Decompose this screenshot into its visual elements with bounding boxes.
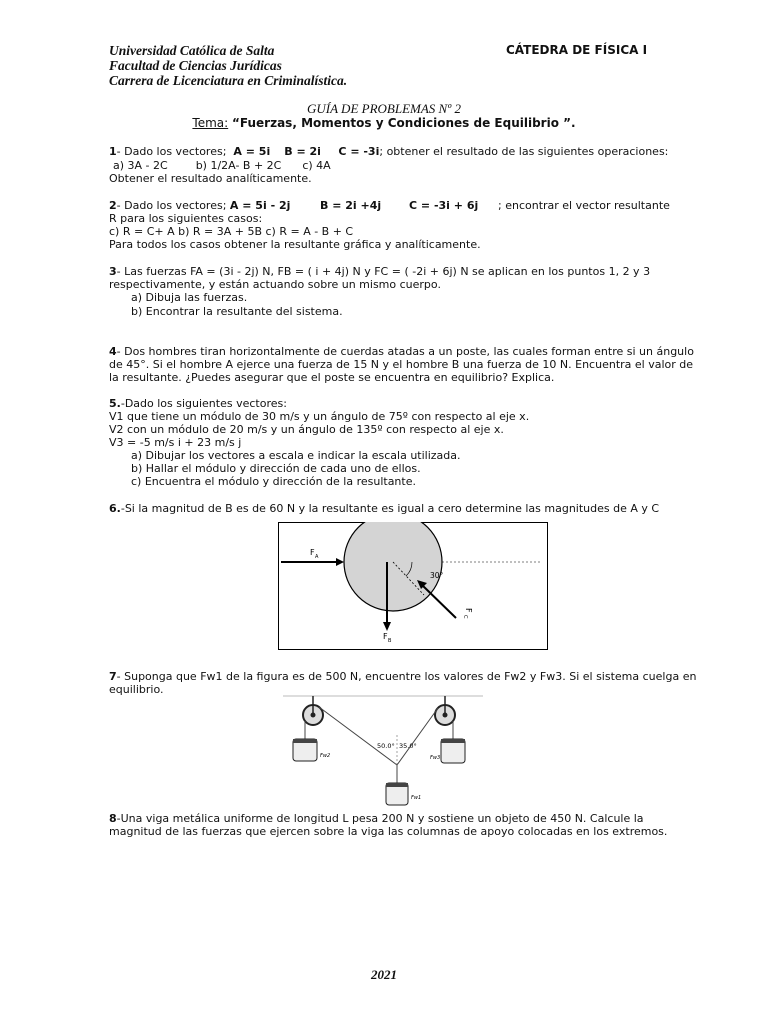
problem-6-number: 6. [109,502,121,515]
problem-3-number: 3 [109,265,117,278]
problem-8-line1 [109,812,644,825]
problem-4-text: - Dos hombres tiran horizontalmente de cuerdas atadas a un poste, las cuales forman entre si un ángulo [116,345,694,358]
weight-fw3-label: Fw3 [430,755,441,761]
force-b-sub: B [388,638,392,644]
angle-50-label: 50.0° [377,742,395,750]
problem-1-note: Obtener el resultado analíticamente. [109,172,312,185]
problem-4-line2: de 45°. Si el hombre A ejerce una fuerza de 15 N y el hombre B una fuerza de 10 N. Encuentra el valor de [109,358,694,371]
university-name: Universidad Católica de Salta [109,43,275,58]
force-a-arrowhead [336,558,344,566]
problem-5-line1 [109,397,287,410]
vector-b2: B = 2i +4j [320,199,382,212]
angle-label: 30° [430,571,444,580]
angle-35-label: 35.0° [399,742,417,750]
vector-b: B = 2i [284,145,321,158]
problem-2-note: Para todos los casos obtener la resultante gráfica y analíticamente. [109,238,481,251]
guide-title: GUÍA DE PROBLEMAS Nº 2 [307,101,461,116]
problem-5-v3: V3 = -5 m/s i + 23 m/s j [109,436,242,449]
problem-7-text: - Suponga que Fw1 de la figura es de 500 N, encuentre los valores de Fw2 y Fw3. Si el sistema cuelga en [116,670,697,683]
problem-6-text: -Si la magnitud de B es de 60 N y la resultante es igual a cero determine las magnitudes de A y C [120,502,660,515]
vector-a2: A = 5i - 2j [229,199,291,212]
problem-3-line2: respectivamente, y están actuando sobre un mismo cuerpo. [109,278,441,291]
topic-label: Tema: [192,116,229,130]
problem-8-text: -Una viga metálica uniforme de longitud L pesa 200 N y sostiene un objeto de 450 N. Calcule la [116,812,644,825]
vector-c2: C = -3i + 6j [409,199,479,212]
problem-3-text: - Las fuerzas FA = (3i - 2j) N, FB = ( i + 4j) N y FC = ( -2i + 6j) N se aplican en los puntos 1, 2 y 3 [116,265,651,278]
force-a-sub: A [315,554,319,560]
problem-3-line1 [109,265,650,278]
vector-c: C = -3i [338,145,380,158]
problem-7-line1 [109,670,696,683]
problem-8-number: 8 [109,812,117,825]
topic-text: “Fuerzas, Momentos y Condiciones de Equilibrio ”. [232,116,576,130]
problem-1-lead: - Dado los vectores; [116,145,227,158]
problem-2-rest: ; encontrar el vector resultante [498,199,670,212]
force-b-arrowhead [383,622,391,631]
faculty-name: Facultad de Ciencias Jurídicas [109,58,282,73]
problem-5-item-b: b) Hallar el módulo y dirección de cada uno de ellos. [131,462,421,475]
problem-5-lead: -Dado los siguientes vectores: [120,397,287,410]
force-b-label: F [383,632,388,641]
option-c: c) 4A [302,159,331,172]
left-weight-top [293,739,317,743]
problem-2-line1 [109,199,670,212]
problem-5-v1: V1 que tiene un módulo de 30 m/s y un ángulo de 75º con respecto al eje x. [109,410,530,423]
force-a-label: F [310,548,315,557]
footer-year: 2021 [371,967,397,982]
problem-2-number: 2 [109,199,117,212]
option-a: a) 3A - 2C [113,159,168,172]
problem-1-rest: ; obtener el resultado de las siguientes operaciones: [379,145,669,158]
problem-1-line1 [109,145,668,158]
problem-7-figure [283,695,483,810]
problem-6-figure [278,522,548,650]
right-weight-top [441,739,465,743]
problem-2-lead: - Dado los vectores; [116,199,227,212]
problem-7-line2: equilibrio. [109,683,164,696]
problem-3-item-a: a) Dibuja las fuerzas. [131,291,248,304]
problem-1-options [113,159,331,172]
problem-8-line2: magnitud de las fuerzas que ejercen sobre la viga las columnas de apoyo colocadas en los extremos. [109,825,668,838]
problem-5-v2: V2 con un módulo de 20 m/s y un ángulo de 135º con respecto al eje x. [109,423,504,436]
problem-3-item-b: b) Encontrar la resultante del sistema. [131,305,343,318]
disc [344,522,442,611]
career-name: Carrera de Licenciatura en Criminalística. [109,73,348,88]
problem-5-item-c: c) Encuentra el módulo y dirección de la resultante. [131,475,416,488]
problem-4-line3: la resultante. ¿Puedes asegurar que el poste se encuentra en equilibrio? Explica. [109,371,555,384]
center-weight-top [386,783,408,787]
chair-name: CÁTEDRA DE FÍSICA I [506,43,648,57]
left-diagonal-rope [319,707,397,765]
weight-fw1-label: Fw1 [411,795,422,801]
problem-2-cases: c) R = C+ A b) R = 3A + 5B c) R = A - B + C [109,225,354,238]
option-b: b) 1/2A- B + 2C [195,159,282,172]
problem-6-line1 [109,502,659,515]
problem-5-item-a: a) Dibujar los vectores a escala e indicar la escala utilizada. [131,449,461,462]
topic-title [0,116,768,130]
weight-fw2-label: Fw2 [320,753,331,759]
problem-4-line1 [109,345,694,358]
problem-1-number: 1 [109,145,117,158]
force-c-sub: C [462,615,468,619]
problem-5-number: 5. [109,397,121,410]
vector-a: A = 5i [233,145,271,158]
problem-7-number: 7 [109,670,117,683]
problem-4-number: 4 [109,345,117,358]
problem-2-line2: R para los siguientes casos: [109,212,263,225]
force-c-arrow [421,584,456,618]
force-c-label: F [464,608,473,613]
